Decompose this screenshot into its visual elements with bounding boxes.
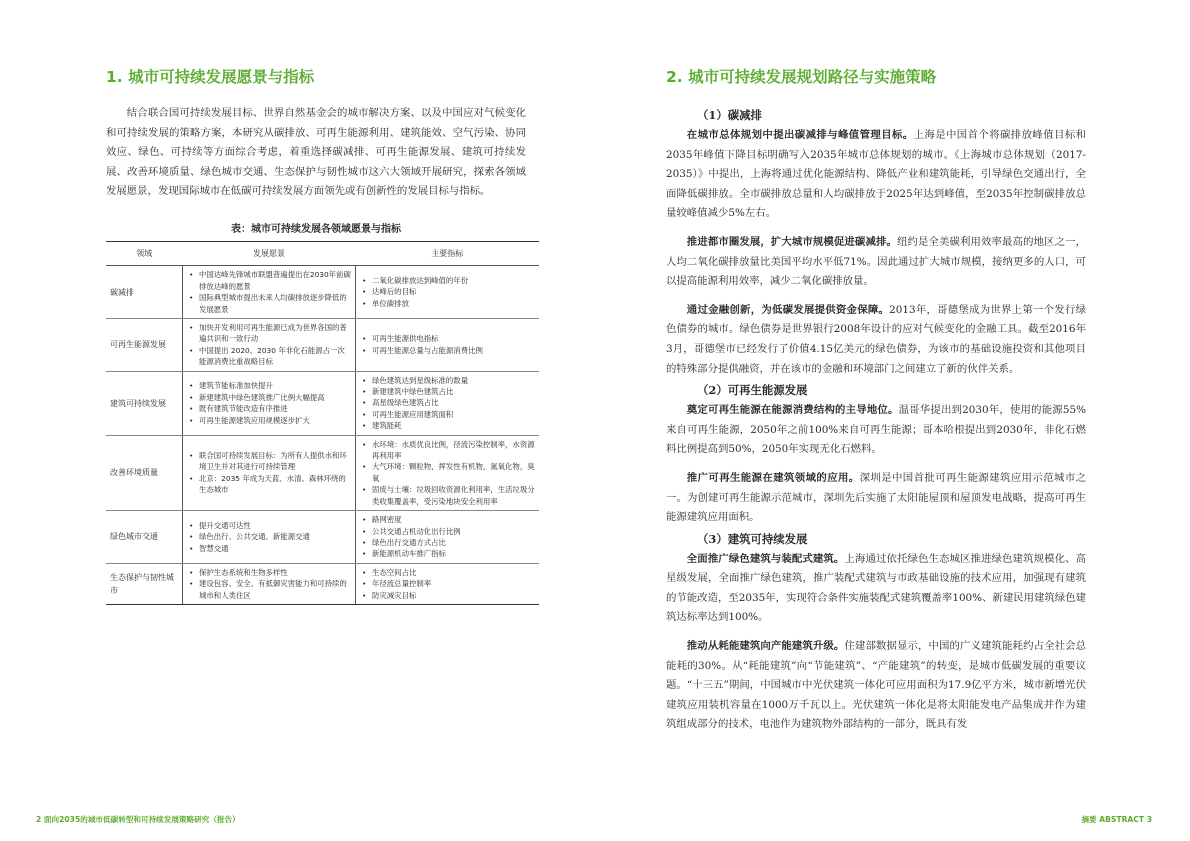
footer-left: 2 面向2035的城市低碳转型和可持续发展策略研究（报告） bbox=[36, 815, 240, 824]
indicators-item: • 大气环境：颗粒物，挥发性有机物，氮氧化物，臭氧 bbox=[362, 461, 535, 484]
table-row bbox=[106, 371, 539, 435]
header-domain: 领域 bbox=[106, 241, 183, 265]
paragraph-body: 温哥华提出到2030年，使用的能源55%来自可再生能源，2050年之前100%来自可再生能源；哥本哈根提出到2030年，非化石燃料比例提高到50%，2050年实现无化石燃料。 bbox=[666, 404, 1086, 456]
subsection-heading: （2）可再生能源发展 bbox=[697, 383, 808, 398]
strategy-paragraph bbox=[666, 233, 1086, 292]
paragraph-lead: 奠定可再生能源在能源消费结构的主导地位。 bbox=[686, 404, 899, 417]
indicators-item: • 路网密度 bbox=[362, 514, 535, 525]
vision-item: • 中国提出 2020、2030 年非化石能源占一次能源消费比重战略目标 bbox=[189, 345, 351, 368]
indicators-item: • 二氧化碳排放达到峰值的年份 bbox=[362, 275, 535, 286]
paragraph-lead: 通过金融创新，为低碳发展提供资金保障。 bbox=[686, 303, 890, 316]
row-vision bbox=[183, 371, 356, 435]
row-vision bbox=[183, 319, 356, 372]
row-indicators bbox=[356, 266, 540, 319]
strategy-paragraph bbox=[666, 301, 1086, 379]
paragraph-body: 住建部数据显示，中国的广义建筑能耗约占全社会总能耗的30%。从“耗能建筑”向“节能建筑”、“产能建筑”的转变，是城市低碳发展的重要议题。“十三五”期间，中国城市中光伏建筑一体化可应用面积为17.9亿平方米，城市新增光伏建筑应用装机容量在1000万千瓦以上。光伏建筑一体化是将太阳能发电产品集成并作为建筑组成部分的技术，电池作为建筑物外部结构的一部分，既具有发 bbox=[666, 640, 1086, 731]
row-domain: 改善环境质量 bbox=[106, 435, 183, 510]
table-row bbox=[106, 266, 539, 319]
paragraph-body: 纽约是全美碳利用效率最高的地区之一，人均二氧化碳排放量比美国平均水平低71%。因此通过扩大城市规模，接纳更多的人口，可以提高能源利用效率，减少二氧化碳排放量。 bbox=[666, 235, 1087, 288]
indicators-item: • 固废与土壤：垃圾回收资源化利用率，生活垃圾分类收集覆盖率，受污染地块安全利用率 bbox=[362, 484, 535, 507]
strategy-paragraph bbox=[666, 550, 1086, 628]
vision-item: • 北京：2035 年成为天蓝、水清、森林环绕的生态城市 bbox=[189, 473, 351, 496]
row-domain: 生态保护与韧性城市 bbox=[106, 563, 183, 604]
indicators-item: • 建筑能耗 bbox=[362, 420, 535, 431]
table-title: 表：城市可持续发展各领域愿景与指标 bbox=[231, 223, 401, 235]
vision-item: • 可再生能源建筑应用规模逐步扩大 bbox=[189, 415, 351, 426]
strategy-paragraph bbox=[666, 469, 1086, 528]
row-domain: 可再生能源发展 bbox=[106, 319, 183, 372]
subsection-heading: （3）建筑可持续发展 bbox=[697, 531, 808, 546]
vision-item: • 提升交通可达性 bbox=[189, 520, 351, 531]
row-indicators bbox=[356, 435, 540, 510]
indicators-item: • 可再生能源应用建筑面积 bbox=[362, 409, 535, 420]
left-column bbox=[106, 64, 535, 605]
vision-item: • 建设包容、安全、有抵御灾害能力和可持续的城市和人类住区 bbox=[189, 578, 351, 601]
strategy-sections bbox=[666, 104, 1086, 735]
indicators-item: • 水环境：水质优良比例，径流污染控制率，水资源再利用率 bbox=[362, 439, 535, 462]
row-indicators bbox=[356, 371, 540, 435]
paragraph-lead: 全面推广绿色建筑与装配式建筑。 bbox=[686, 552, 845, 565]
vision-item: • 中国达峰先锋城市联盟普遍提出在2030年前碳排放达峰的愿景 bbox=[189, 269, 351, 292]
subsection-heading: （1）碳减排 bbox=[697, 108, 762, 122]
paragraph-body: 2013年，哥德堡成为世界上第一个发行绿色债券的城市。绿色债券是世界银行2008年设计的应对气候变化的金融工具。截至2016年3月，哥德堡市已经发行了价值4.15亿美元的绿色债券，为该市的基础设施投资和其他项目的特殊部分提供融资，并在该市的金融和环境部门之间建立了新的伙伴关系。 bbox=[666, 303, 1086, 375]
paragraph-body: 上海通过依托绿色生态城区推进绿色建筑规模化、高星级发展，全面推广绿色建筑，推广装配式建筑与市政基础设施的技术应用，加强现有建筑的节能改造，至2035年，实现符合条件实施装配式建筑覆盖率100%、新建民用建筑绿色建筑达标率达到100%。 bbox=[666, 552, 1086, 624]
vision-item: • 保护生态系统和生物多样性 bbox=[189, 567, 351, 578]
indicators-item: • 可再生能源供电指标 bbox=[362, 333, 535, 344]
row-domain: 建筑可持续发展 bbox=[106, 371, 183, 435]
paragraph-lead: 推进都市圈发展，扩大城市规模促进碳减排。 bbox=[686, 235, 897, 248]
indicators-item: • 高星级绿色建筑占比 bbox=[362, 397, 535, 408]
indicators-item: • 新能源机动车推广指标 bbox=[362, 548, 535, 559]
vision-item: • 国际典型城市提出未来人均碳排放逐步降低的发展愿景 bbox=[189, 292, 351, 315]
paragraph-body: 深圳是中国首批可再生能源建筑应用示范城市之一。为创建可再生能源示范城市，深圳先后实施了太阳能屋顶和屋顶发电战略，提高可再生能源建筑应用面积。 bbox=[666, 471, 1087, 524]
table-row bbox=[106, 435, 539, 510]
intro-paragraph: 结合联合国可持续发展目标、世界自然基金会的城市解决方案、以及中国应对气候变化和可持续发展的策略方案，本研究从碳排放、可再生能源利用、建筑能效、空气污染、协同效应、绿色、可持续等方面综合考虑，着重选择碳减排、可再生能源发展、建筑可持续发展、改善环境质量、绿色城市交通、生态保护与韧性城市这六大领域开展研究，探索各领域发展愿景，发现国际城市在低碳可持续发展方面领先或有创新性的发展目标与指标。 bbox=[106, 107, 526, 198]
vision-item: • 既有建筑节能改造有序推进 bbox=[189, 403, 351, 414]
paragraph-body: 上海是中国首个将碳排放峰值目标和2035年峰值下降目标明确写入2035年城市总体规划的城市。《上海城市总体规划（2017-2035）》中提出，上海将通过优化能源结构、降低产业和建筑能耗，引导绿色交通出行，全面降低碳排放。全市碳排放总量和人均碳排放于2025年达到峰值，至2035年控制碳排放总量较峰值减少5%左右。 bbox=[666, 129, 1087, 220]
row-vision bbox=[183, 511, 356, 564]
vision-item: • 加快开发利用可再生能源已成为世界各国的普遍共识和一致行动 bbox=[189, 322, 351, 345]
row-indicators bbox=[356, 563, 540, 604]
paragraph-lead: 推广可再生能源在建筑领域的应用。 bbox=[686, 471, 860, 484]
vision-item: • 建筑节能标准加快提升 bbox=[189, 380, 351, 391]
vision-indicator-table bbox=[106, 241, 539, 605]
row-domain: 碳减排 bbox=[106, 266, 183, 319]
vision-item: • 智慧交通 bbox=[189, 543, 351, 554]
indicators-item: • 可再生能源总量与占能源消费比例 bbox=[362, 345, 535, 356]
row-domain: 绿色城市交通 bbox=[106, 511, 183, 564]
table-body bbox=[106, 266, 539, 605]
table-row bbox=[106, 511, 539, 564]
row-vision bbox=[183, 563, 356, 604]
row-vision bbox=[183, 435, 356, 510]
table-row bbox=[106, 563, 539, 604]
footer-right: 摘要 ABSTRACT 3 bbox=[1081, 815, 1152, 824]
indicators-item: • 绿色建筑达到星级标准的数量 bbox=[362, 375, 535, 386]
header-vision: 发展愿景 bbox=[183, 241, 356, 265]
indicators-item: • 单位碳排放 bbox=[362, 298, 535, 309]
section-title-vision: 1. 城市可持续发展愿景与指标 bbox=[106, 68, 315, 86]
indicators-item: • 新建建筑中绿色建筑占比 bbox=[362, 386, 535, 397]
indicators-item: • 绿色出行交通方式占比 bbox=[362, 537, 535, 548]
indicators-item: • 防灾减灾目标 bbox=[362, 590, 535, 601]
indicators-item: • 公共交通占机动化出行比例 bbox=[362, 526, 535, 537]
indicators-item: • 生态空间占比 bbox=[362, 567, 535, 578]
paragraph-lead: 推动从耗能建筑向产能建筑升级。 bbox=[686, 640, 845, 653]
strategy-paragraph bbox=[666, 126, 1086, 224]
header-indicators: 主要指标 bbox=[356, 241, 540, 265]
row-vision bbox=[183, 266, 356, 319]
indicators-item: • 达峰后的目标 bbox=[362, 286, 535, 297]
table-row bbox=[106, 319, 539, 372]
vision-item: • 联合国可持续发展目标：为所有人提供水和环境卫生并对其进行可持续管理 bbox=[189, 450, 351, 473]
vision-item: • 绿色出行、公共交通、新能源交通 bbox=[189, 531, 351, 542]
strategy-paragraph bbox=[666, 401, 1086, 460]
vision-item: • 新建建筑中绿色建筑推广比例大幅提高 bbox=[189, 392, 351, 403]
indicators-item: • 年径流总量控制率 bbox=[362, 578, 535, 589]
section-title-strategy: 2. 城市可持续发展规划路径与实施策略 bbox=[666, 68, 937, 86]
strategy-paragraph bbox=[666, 637, 1086, 735]
row-indicators bbox=[356, 511, 540, 564]
table-header-row bbox=[106, 241, 539, 265]
row-indicators bbox=[356, 319, 540, 372]
right-column bbox=[666, 64, 1086, 735]
paragraph-lead: 在城市总体规划中提出碳减排与峰值管理目标。 bbox=[686, 129, 914, 141]
